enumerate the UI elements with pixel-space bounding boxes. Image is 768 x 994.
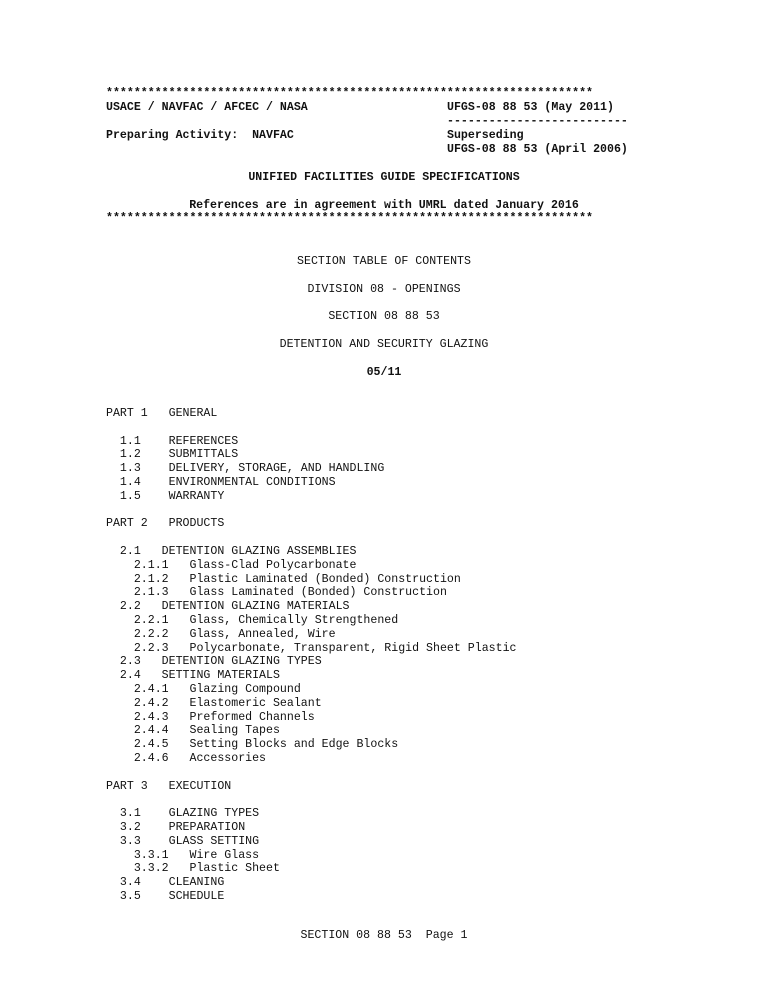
toc-entry: 2.2.2 Glass, Annealed, Wire (106, 627, 336, 641)
section-name: DETENTION AND SECURITY GLAZING (279, 338, 489, 351)
toc-spacer (106, 793, 517, 807)
section-title: SECTION 08 88 53 (328, 310, 440, 323)
header-spec-id: UFGS-08 88 53 (May 2011) (447, 101, 614, 114)
toc-spacer (106, 531, 517, 545)
table-of-contents (106, 407, 517, 904)
toc-entry: 2.4.3 Preformed Channels (106, 710, 315, 724)
toc-part-heading: PART 1 GENERAL (106, 407, 218, 420)
toc-entry: 1.2 SUBMITTALS (106, 448, 239, 462)
toc-part-heading: PART 3 EXECUTION (106, 779, 232, 793)
toc-entry: 2.3 DETENTION GLAZING TYPES (106, 655, 322, 669)
toc-entry: 2.4.1 Glazing Compound (106, 682, 301, 696)
toc-spacer (106, 504, 517, 518)
header-agencies: USACE / NAVFAC / AFCEC / NASA (106, 101, 308, 114)
toc-entry: 1.1 REFERENCES (106, 434, 239, 448)
toc-entry: 2.4.5 Setting Blocks and Edge Blocks (106, 738, 399, 752)
toc-entry: 3.5 SCHEDULE (106, 889, 225, 903)
toc-entry: 2.4.4 Sealing Tapes (106, 724, 280, 738)
header-stars-top: ********************************************************************** (106, 87, 594, 100)
toc-part-heading: PART 2 PRODUCTS (106, 517, 225, 531)
division-title: DIVISION 08 - OPENINGS (307, 283, 461, 296)
toc-entry: 3.3.1 Wire Glass (106, 848, 260, 862)
toc-entry: 3.2 PREPARATION (106, 820, 246, 834)
toc-entry: 2.4 SETTING MATERIALS (106, 669, 280, 683)
toc-entry: 2.4.2 Elastomeric Sealant (106, 696, 322, 710)
toc-entry: 2.2 DETENTION GLAZING MATERIALS (106, 600, 350, 614)
toc-entry: 3.3 GLASS SETTING (106, 834, 260, 848)
toc-entry: 1.4 ENVIRONMENTAL CONDITIONS (106, 475, 336, 489)
toc-entry: 3.1 GLAZING TYPES (106, 807, 260, 821)
header-preparing-activity: Preparing Activity: NAVFAC (106, 129, 294, 142)
toc-spacer (106, 766, 517, 780)
toc-entry: 2.1.3 Glass Laminated (Bonded) Construction (106, 586, 447, 600)
toc-entry: 2.4.6 Accessories (106, 751, 267, 765)
toc-entry: 2.1.2 Plastic Laminated (Bonded) Construction (106, 572, 461, 586)
page-footer: SECTION 08 88 53 Page 1 (300, 929, 468, 942)
toc-entry: 3.3.2 Plastic Sheet (106, 862, 280, 876)
toc-spacer (106, 421, 517, 435)
toc-entry: 2.2.1 Glass, Chemically Strengthened (106, 613, 399, 627)
toc-entry: 1.3 DELIVERY, STORAGE, AND HANDLING (106, 462, 385, 476)
toc-entry: 2.2.3 Polycarbonate, Transparent, Rigid Sheet Plastic (106, 641, 517, 655)
header-stars-bottom: ********************************************************************** (106, 212, 594, 225)
toc-entry: 2.1.1 Glass-Clad Polycarbonate (106, 558, 357, 572)
toc-entry: 3.4 CLEANING (106, 876, 225, 890)
section-date: 05/11 (366, 366, 402, 379)
header-superseding-label: Superseding (447, 129, 524, 142)
toc-title: SECTION TABLE OF CONTENTS (297, 255, 471, 268)
references-note: References are in agreement with UMRL dated January 2016 (189, 199, 579, 212)
header-dashes: -------------------------- (447, 115, 628, 128)
toc-entry: 2.1 DETENTION GLAZING ASSEMBLIES (106, 544, 357, 558)
toc-entry: 1.5 WARRANTY (106, 489, 225, 503)
guide-title: UNIFIED FACILITIES GUIDE SPECIFICATIONS (248, 171, 520, 184)
header-superseded-spec: UFGS-08 88 53 (April 2006) (447, 143, 628, 156)
